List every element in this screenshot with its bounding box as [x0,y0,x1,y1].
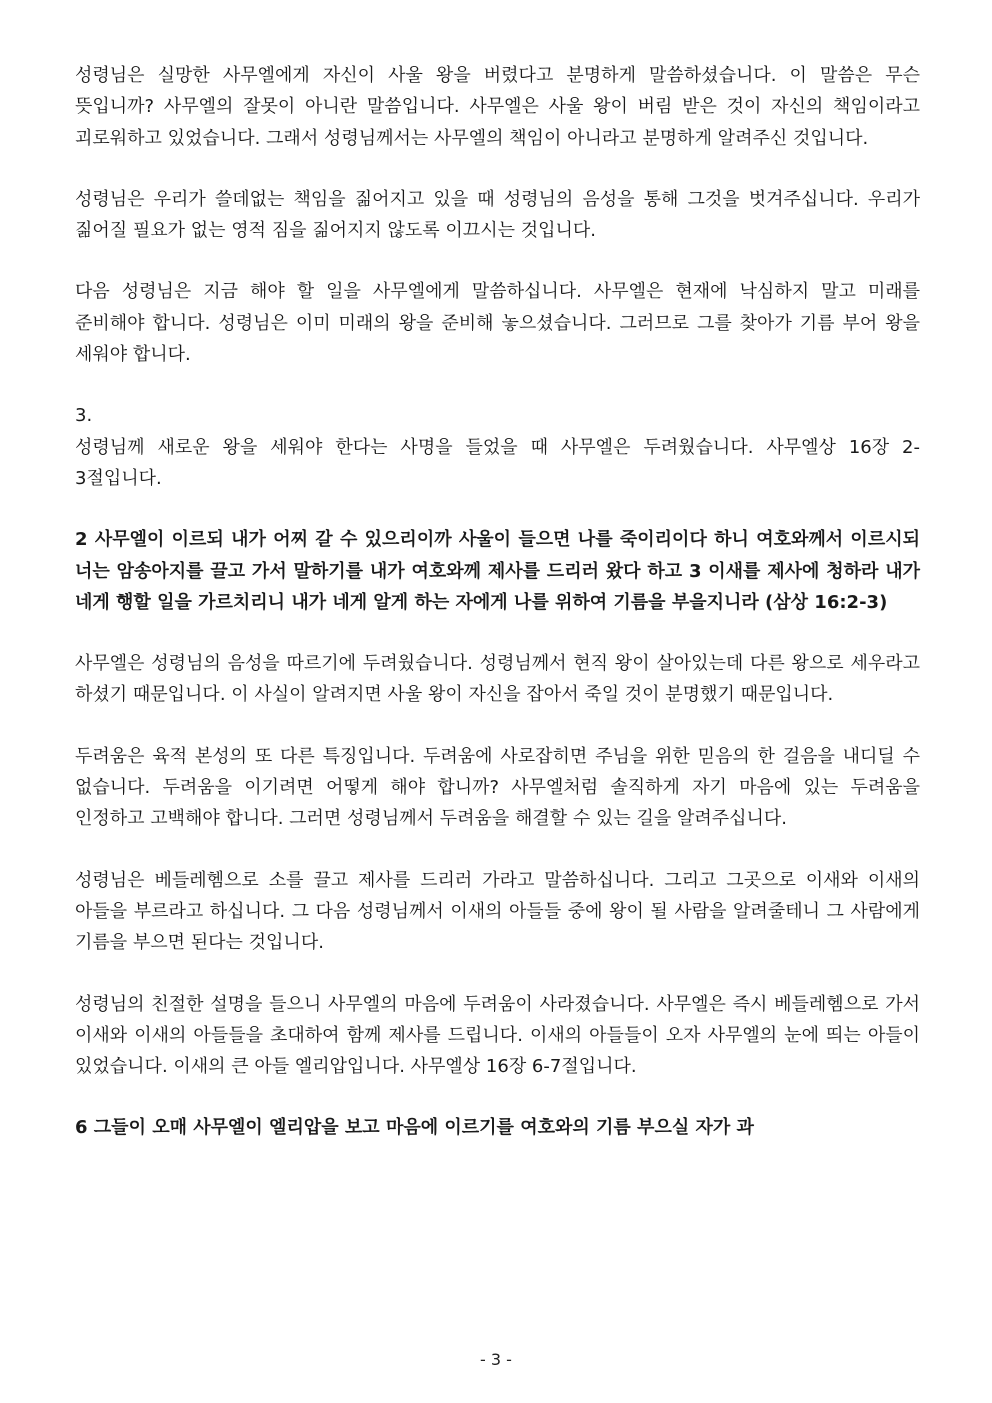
paragraph-4: 사무엘은 성령님의 음성을 따르기에 두려웠습니다. 성령님께서 현직 왕이 살아있는데 다른 왕으로 세우라고 하셨기 때문입니다. 이 사실이 알려지면 사울 왕이 자신을 잡아서 죽일 것이 분명했기 때문입니다. [75,653,920,706]
scripture-quote-2: 6 그들이 오매 사무엘이 엘리압을 보고 마음에 이르기를 여호와의 기름 부으실 자가 과 [75,1117,754,1139]
paragraph-1: 성령님은 실망한 사무엘에게 자신이 사울 왕을 버렸다고 분명하게 말씀하셨습니다. 이 말씀은 무슨 뜻입니까? 사무엘의 잘못이 아니란 말씀입니다. 사무엘은 사울 왕이 버림 받은 것이 자신의 책임이라고 괴로워하고 있었습니다. 그래서 성령님께서는 사무엘의 책임이 아니라고 분명하게 알려주신 것입니다. [75,65,920,149]
paragraph-6: 성령님은 베들레헴으로 소를 끌고 제사를 드리러 가라고 말씀하십니다. 그리고 그곳으로 이새와 이새의 아들을 부르라고 하십니다. 그 다음 성령님께서 이새의 아들들 중에 왕이 될 사람을 알려줄테니 그 사람에게 기름을 부으면 된다는 것입니다. [75,869,920,954]
document-body [75,60,920,1174]
paragraph-2: 성령님은 우리가 쓸데없는 책임을 짊어지고 있을 때 성령님의 음성을 통해 그것을 벗겨주십니다. 우리가 짊어질 필요가 없는 영적 짐을 짊어지지 않도록 이끄시는 것입니다. [75,188,920,242]
paragraph-7: 성령님의 친절한 설명을 들으니 사무엘의 마음에 두려움이 사라졌습니다. 사무엘은 즉시 베들레헴으로 가서 이새와 이새의 아들들을 초대하여 함께 제사를 드립니다. 이새의 아들들이 오자 사무엘의 눈에 띄는 아들이 있었습니다. 이새의 큰 아들 엘리압입니다. 사무엘상 16장 6-7절입니다. [75,993,920,1078]
scripture-quote-1: 2 사무엘이 이르되 내가 어찌 갈 수 있으리이까 사울이 들으면 나를 죽이리이다 하니 여호와께서 이르시되 너는 암송아지를 끌고 가서 말하기를 내가 여호와께 제사를 드리러 왔다 하고 3 이새를 제사에 청하라 내가 네게 행할 일을 가르치리니 내가 네게 알게 하는 자에게 나를 위하여 기름을 부을지니라 (삼상 16:2-3) [75,529,920,613]
section-intro: 성령님께 새로운 왕을 세워야 한다는 사명을 들었을 때 사무엘은 두려웠습니다. 사무엘상 16장 2-3절입니다. [75,436,920,489]
paragraph-5: 두려움은 육적 본성의 또 다른 특징입니다. 두려움에 사로잡히면 주님을 위한 믿음의 한 걸음을 내디딜 수 없습니다. 두려움을 이기려면 어떻게 해야 합니까? 사무엘처럼 솔직하게 자기 마음에 있는 두려움을 인정하고 고백해야 합니다. 그러면 성령님께서 두려움을 해결할 수 있는 길을 알려주십니다. [75,745,920,830]
page-number: - 3 - [480,1350,512,1369]
section-number: 3. [75,405,93,427]
paragraph-3: 다음 성령님은 지금 해야 할 일을 사무엘에게 말씀하십니다. 사무엘은 현재에 낙심하지 말고 미래를 준비해야 합니다. 성령님은 이미 미래의 왕을 준비해 놓으셨습니다. 그러므로 그를 찾아가 기름 부어 왕을 세워야 합니다. [75,281,920,366]
